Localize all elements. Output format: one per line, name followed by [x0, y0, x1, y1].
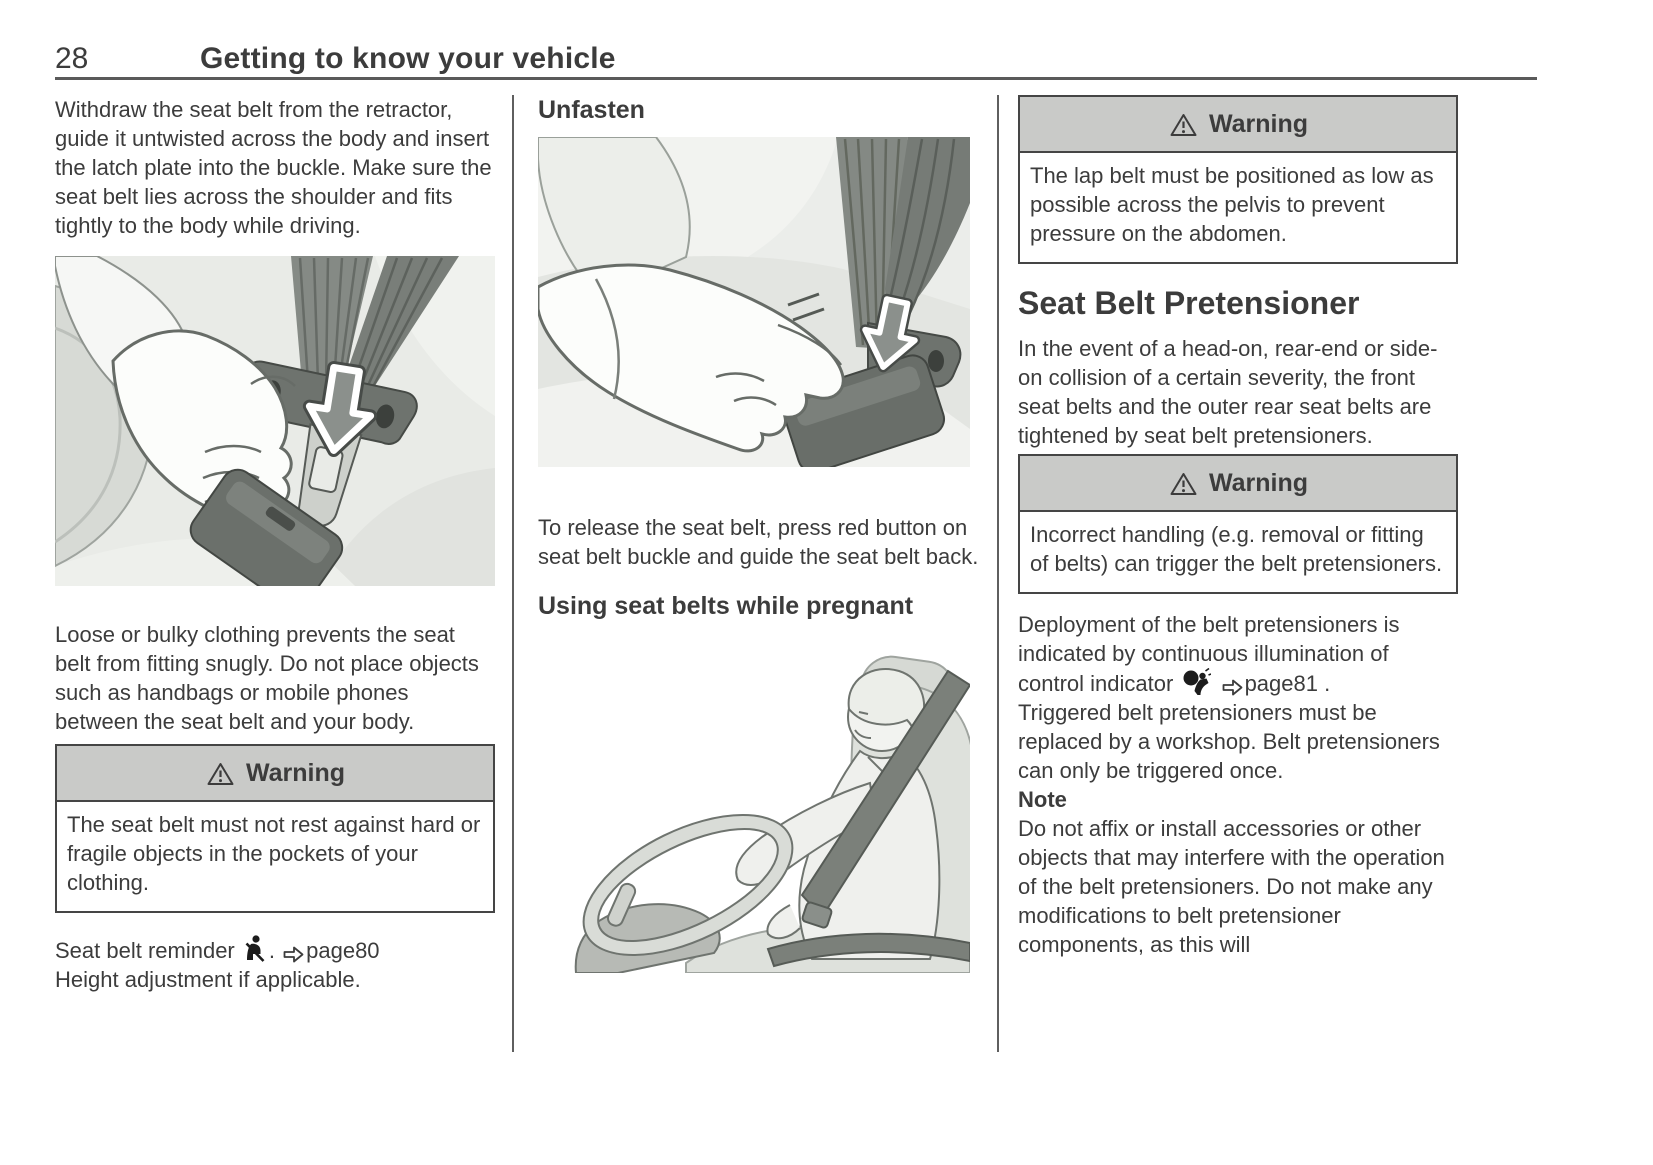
fasten-illustration — [55, 256, 495, 586]
clothing-paragraph: Loose or bulky clothing prevents the seat belt from fitting snugly. Do not place objects such as handbags or mobile phones between the seat belt and your body. — [55, 622, 479, 734]
note-text: Do not affix or install accessories or other objects that may interfere with the operation of the belt pretensioners. Do not make any modifications to belt pretensioner components, as this will — [1018, 816, 1445, 957]
warning-header — [1020, 97, 1456, 153]
pregnant-driver-seat-belt-illustration — [538, 633, 970, 973]
warning-header — [1020, 456, 1456, 512]
warning-box-clothing — [55, 744, 495, 913]
warning-title: Warning — [1208, 110, 1309, 138]
deployment-text: Deployment of the belt pretensioners is indicated by continuous illumination of control indicator — [1018, 612, 1400, 696]
cross-reference-page81[interactable]: page81 — [1220, 671, 1318, 696]
warning-triangle-icon — [1170, 113, 1197, 137]
warning-text: The seat belt must not rest against hard or fragile objects in the pockets of your clothing. — [67, 812, 481, 895]
cross-reference-page80[interactable]: page80 — [281, 938, 379, 963]
header-rule — [55, 77, 1537, 80]
fasten-seat-belt-illustration — [55, 256, 495, 586]
release-paragraph: To release the seat belt, press red button on seat belt buckle and guide the seat belt back. — [538, 515, 979, 569]
deployment-period: . — [1317, 671, 1331, 696]
warning-box-lap-belt — [1018, 95, 1458, 264]
warning-title: Warning — [245, 759, 346, 787]
warning-header — [57, 746, 493, 802]
column-2 — [538, 95, 983, 973]
unfasten-seat-belt-illustration — [538, 137, 970, 467]
unfasten-illustration — [538, 137, 983, 467]
pregnant-heading: Using seat belts while pregnant — [538, 592, 914, 620]
reminder-text: Seat belt reminder — [55, 938, 235, 963]
fasten-instructions-paragraph: Withdraw the seat belt from the retractor, guide it untwisted across the body and insert the latch plate into the buckle. Make sure the seat belt lies across the shoulder and fits tightly to the body while driving. — [55, 97, 492, 238]
warning-triangle-icon — [207, 762, 234, 786]
unfasten-heading: Unfasten — [538, 96, 645, 124]
column-divider-2 — [997, 95, 999, 1052]
pretensioner-paragraph: In the event of a head-on, rear-end or side-on collision of a certain severity, the front seat belts and the outer rear seat belts are tightened by seat belt pretensioners. — [1018, 336, 1438, 448]
column-1 — [55, 95, 495, 994]
chapter-title: Getting to know your vehicle — [200, 42, 616, 75]
page-number: 28 — [55, 42, 89, 75]
pretensioner-indicator-icon — [1181, 668, 1211, 696]
warning-title: Warning — [1208, 469, 1309, 497]
warning-triangle-icon — [1170, 472, 1197, 496]
cross-reference-arrow-icon — [283, 946, 304, 963]
triggered-paragraph: Triggered belt pretensioners must be replaced by a workshop. Belt pretensioners can only be triggered once. — [1018, 700, 1440, 783]
warning-text: The lap belt must be positioned as low as possible across the pelvis to prevent pressure on the abdomen. — [1030, 163, 1434, 246]
pregnant-illustration — [538, 633, 983, 973]
note-label: Note — [1018, 787, 1067, 812]
pretensioner-section-heading: Seat Belt Pretensioner — [1018, 285, 1360, 321]
cross-reference-arrow-icon — [1222, 679, 1243, 696]
deployment-paragraph — [1018, 610, 1458, 698]
warning-text: Incorrect handling (e.g. removal or fitting of belts) can trigger the belt pretensioners. — [1030, 522, 1443, 576]
column-divider-1 — [512, 95, 514, 1052]
height-adjustment-line: Height adjustment if applicable. — [55, 967, 361, 992]
reminder-period: . — [268, 938, 282, 963]
seat-belt-reminder-line — [55, 935, 495, 965]
column-3 — [1018, 95, 1458, 959]
warning-box-handling — [1018, 454, 1458, 594]
seat-belt-reminder-icon — [243, 935, 267, 963]
